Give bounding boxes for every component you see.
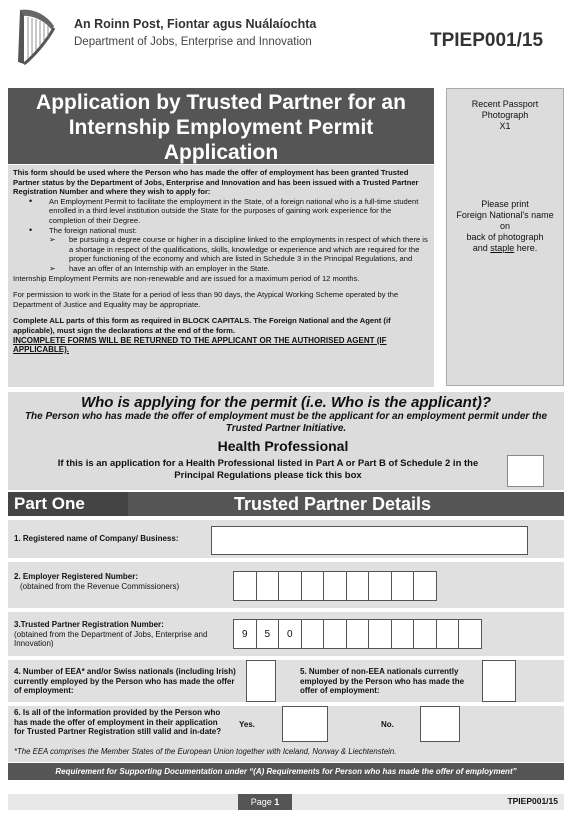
field-row-company-name (8, 518, 564, 558)
harp-logo-icon (12, 6, 60, 68)
photo-instruction-text: here. (514, 243, 538, 253)
yes-checkbox[interactable] (282, 706, 328, 742)
intro-paragraph: This form should be used where the Person who has made the offer of employment has been granted Trusted Partner status by the Department of Jobs, Enterprise and Innovation and has been issued with a Trusted Partner Registration Number and where they wish to apply for: (13, 168, 419, 197)
digit-cell[interactable] (413, 619, 437, 649)
digit-cell[interactable] (368, 619, 392, 649)
eea-footnote: *The EEA comprises the Member States of the European Union together with Iceland, Norway & Liechtenstein. (8, 742, 564, 762)
intro-paragraph: For permission to work in the State for a period of less than 90 days, the Atypical Working Scheme operated by the Department of Justice and Equality may be appropriate. (13, 290, 399, 309)
footer-form-code: TPIEP001/15 (507, 796, 558, 806)
photo-label: Photograph (481, 110, 529, 120)
part-title: Trusted Partner Details (234, 494, 432, 514)
requirement-banner: Requirement for Supporting Documentation under “(A) Requirements for Person who has made the offer of employment” (8, 763, 564, 780)
photo-instruction: Please print (481, 199, 529, 209)
digit-cell[interactable] (413, 571, 437, 601)
field-row-info-valid (8, 704, 564, 742)
department-name-english: Department of Jobs, Enterprise and Innovation (74, 36, 312, 48)
title-line: Application (163, 141, 279, 164)
part-label: Part One (8, 492, 128, 516)
page-header (0, 0, 567, 80)
digit-cell[interactable] (323, 619, 347, 649)
photo-instruction (447, 243, 563, 254)
field-label: 5. Number of non-EEA nationals currently employed by the Person who has made the offer of employment: (300, 667, 465, 695)
digit-cell[interactable]: 9 (233, 619, 257, 649)
no-checkbox[interactable] (420, 706, 460, 742)
photo-label: X1 (499, 121, 511, 131)
field-row-employer-number (8, 560, 564, 608)
department-name-irish: An Roinn Post, Fiontar agus Nuálaíochta (74, 17, 317, 31)
intro-paragraph: Complete ALL parts of this form as required in BLOCK CAPITALS. The Foreign National and the Agent (if applicable), must sign the declarations at the end of the form. (13, 316, 391, 335)
part-one-header (8, 492, 564, 516)
non-eea-count-input[interactable] (482, 660, 516, 702)
health-professional-section (8, 438, 564, 490)
title-line: Application by Trusted Partner for an (36, 91, 406, 114)
photo-instruction-text: and (472, 243, 491, 253)
digit-cell[interactable] (346, 619, 370, 649)
digit-cell[interactable] (301, 571, 325, 601)
intro-warning: INCOMPLETE FORMS WILL BE RETURNED TO THE APPLICANT OR THE AUTHORISED AGENT (IF APPLICABLE). (13, 335, 387, 355)
photo-instruction: back of photograph (466, 232, 544, 242)
photo-instruction-text: staple (490, 243, 515, 253)
digit-cell[interactable] (233, 571, 257, 601)
yes-label: Yes. (239, 720, 256, 729)
photo-label: Recent Passport (471, 99, 539, 109)
employer-number-cells (233, 571, 436, 601)
section-text: If this is an application for a Health Professional listed in Part A or Part B of Schedule 2 in the Principal Regulations please tick this box (57, 458, 479, 481)
passport-photo-area (446, 88, 564, 386)
digit-cell[interactable] (391, 619, 415, 649)
intro-paragraph: Internship Employment Permits are non-renewable and are issued for a maximum period of 12 months. (13, 273, 360, 283)
eea-count-input[interactable] (246, 660, 276, 702)
list-item: ➢ be pursuing a degree course or higher in a discipline linked to the employments in respect of which there is a shortage in respect of the qualifications, skills, knowledge or experience and which are required for the proper functioning of the economy and which are listed in Schedule 3 in the Principal Regulations, and (13, 235, 429, 264)
trusted-partner-number-cells (233, 619, 481, 649)
digit-cell[interactable]: 0 (278, 619, 302, 649)
digit-cell[interactable] (391, 571, 415, 601)
form-title (8, 88, 434, 164)
field-label: 4. Number of EEA* and/or Swiss nationals (including Irish) currently employed by the Person who has made the offer of employment: (14, 667, 236, 695)
field-label: 2. Employer Registered Number: (14, 572, 139, 581)
field-sublabel: (obtained from the Revenue Commissioners) (20, 581, 180, 591)
page-footer (8, 794, 564, 810)
form-code: TPIEP001/15 (430, 30, 544, 51)
field-row-trusted-partner-number (8, 610, 564, 656)
intro-list (13, 197, 429, 274)
digit-cell[interactable]: 5 (256, 619, 280, 649)
page-number (238, 794, 292, 810)
section-heading: Who is applying for the permit (i.e. Who is the applicant)? (80, 394, 491, 411)
page-num: 1 (274, 797, 280, 807)
digit-cell[interactable] (278, 571, 302, 601)
list-item: • The foreign national must: (13, 226, 429, 236)
field-sublabel: (obtained from the Department of Jobs, Enterprise and Innovation) (14, 629, 208, 648)
digit-cell[interactable] (346, 571, 370, 601)
health-professional-checkbox[interactable] (507, 455, 544, 487)
field-label: 1. Registered name of Company/ Business: (14, 534, 179, 543)
intro-section (8, 165, 434, 387)
list-item: • An Employment Permit to facilitate the employment in the State, of a foreign national who is a full-time student enrolled in a third level institution outside the State for the purposes of gaining work experience for the completion of their Degree. (13, 197, 429, 226)
digit-cell[interactable] (256, 571, 280, 601)
field-label: 6. Is all of the information provided by the Person who has made the offer of employment in their application for Trusted Partner Registration still valid and in-date? (14, 708, 222, 736)
field-label: 3.Trusted Partner Registration Number: (14, 620, 164, 629)
field-row-nationals-count (8, 658, 564, 702)
digit-cell[interactable] (436, 619, 460, 649)
no-label: No. (381, 720, 394, 729)
section-text: The Person who has made the offer of employment must be the applicant for an employment permit under the Trusted Partner Initiative. (24, 411, 548, 434)
page-label: Page (250, 797, 275, 807)
company-name-input[interactable] (211, 526, 528, 555)
photo-instruction: Foreign National's name (456, 210, 554, 220)
digit-cell[interactable] (368, 571, 392, 601)
title-line: Internship Employment Permit (68, 116, 374, 139)
list-item: ➢ have an offer of an Internship with an employer in the State. (13, 264, 429, 274)
section-heading: Health Professional (217, 438, 349, 454)
digit-cell[interactable] (458, 619, 482, 649)
digit-cell[interactable] (323, 571, 347, 601)
photo-instruction: on (499, 221, 510, 231)
digit-cell[interactable] (301, 619, 325, 649)
